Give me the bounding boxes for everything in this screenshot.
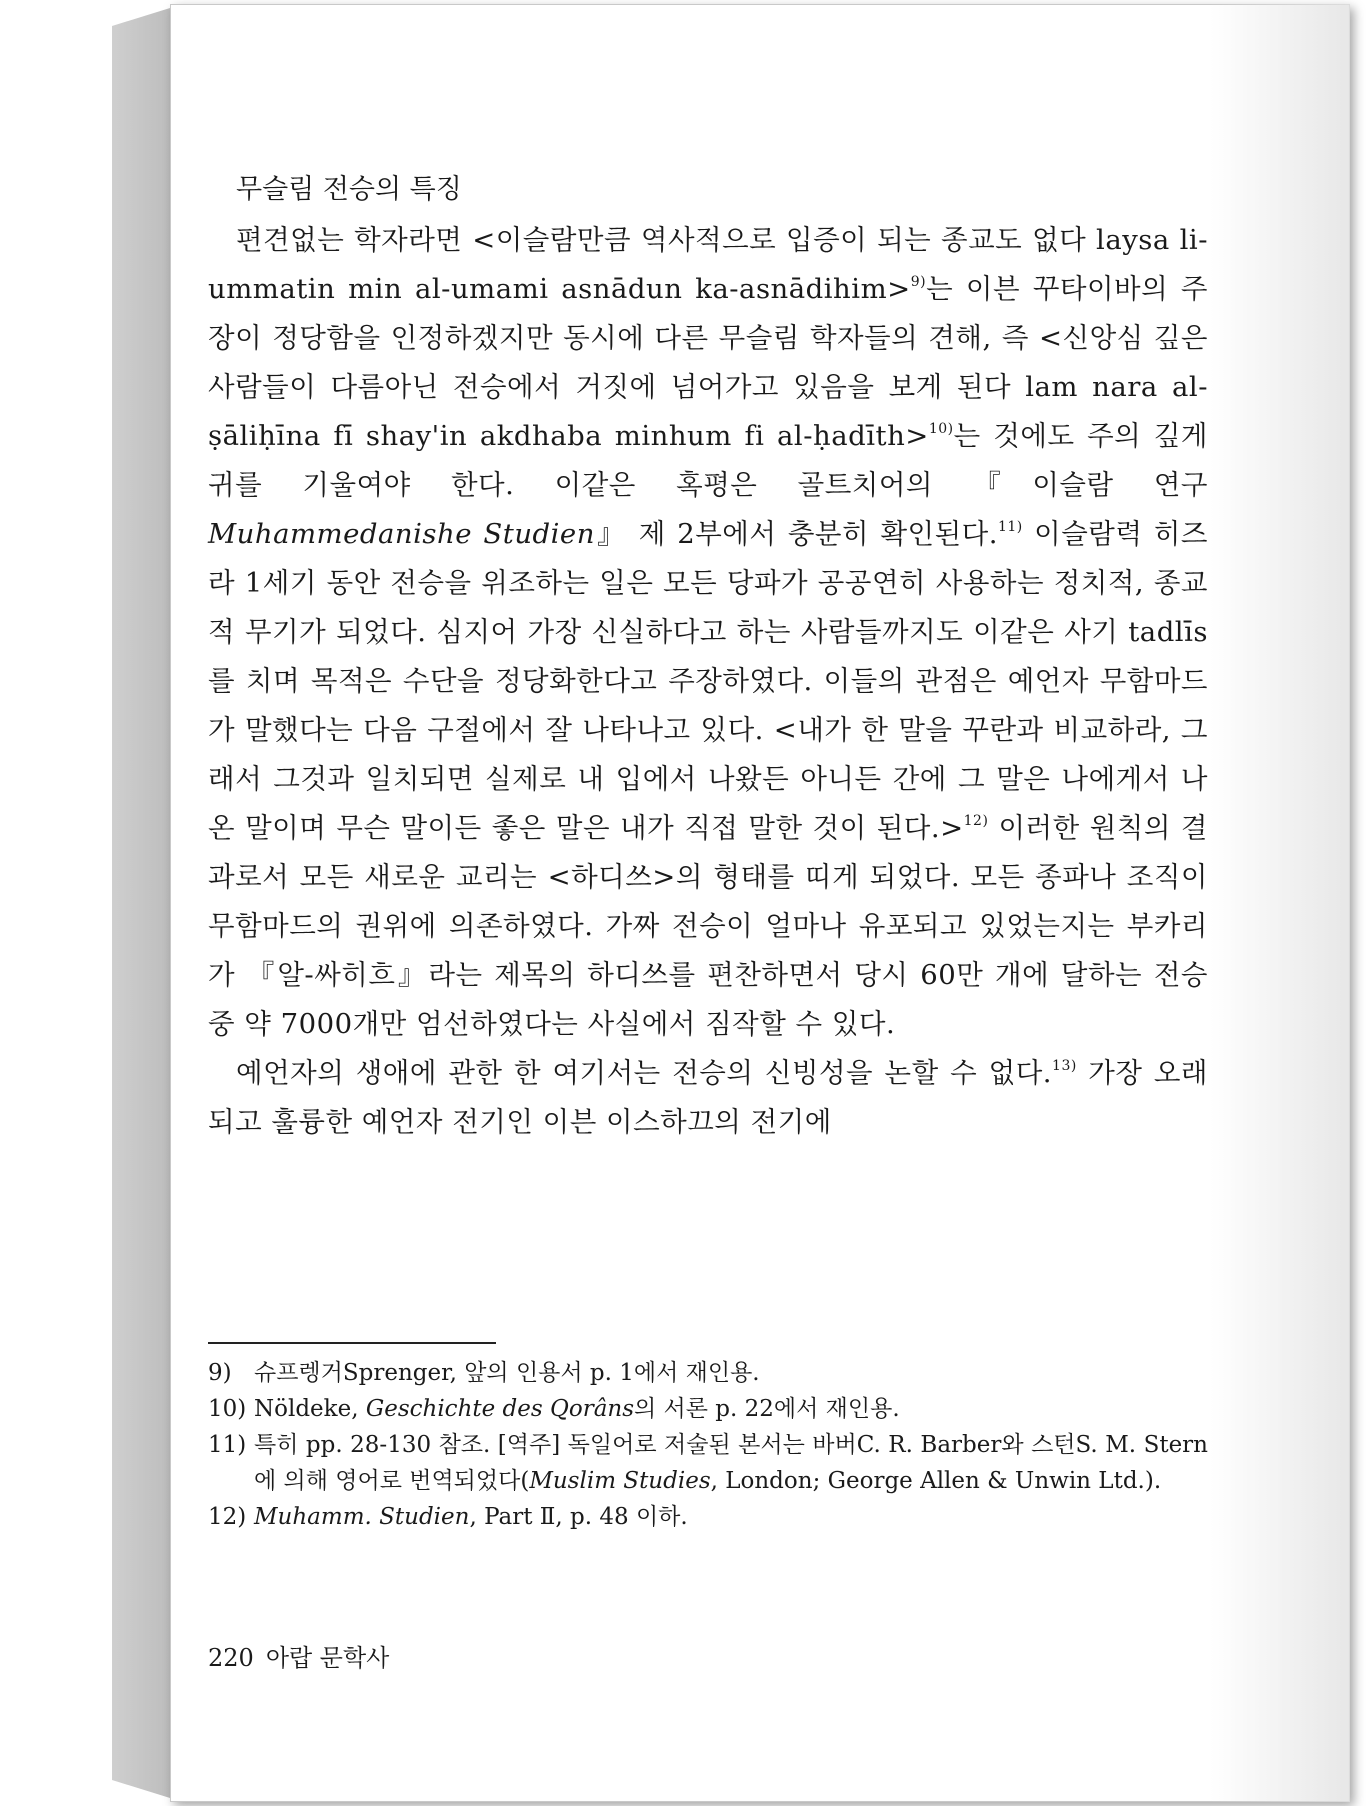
paragraph-2 [208, 1049, 1208, 1147]
text-run: 이러한 원칙의 결과로서 모든 새로운 교리는 <하디쓰>의 형태를 띠게 되었다. 모든 종파나 조직이 무함마드의 권위에 의존하였다. 가짜 전승이 얼마나 유포되고 있었는지는 부카리가 『알-싸히흐』라는 제목의 하디쓰를 편찬하면서 당시 60만 개에 달하는 전승 중 약 7000개만 엄선하였다는 사실에서 짐작할 수 있다. [208, 812, 1208, 1040]
section-heading: 무슬림 전승의 특징 [236, 174, 462, 205]
footnote-ref-13: 13) [1052, 1058, 1077, 1074]
footnote-text: Nöldeke, Geschichte des Qorâns의 서론 p. 22에서 재인용. [254, 1396, 900, 1422]
footnotes [208, 1355, 1208, 1535]
footnote-text: 특히 pp. 28-130 참조. [역주] 독일어로 저술된 본서는 바버C. R. Barber와 스턴S. M. Stern에 의해 영어로 번역되었다(Muslim Studies, London; George Allen & Unwin Ltd.). [254, 1432, 1208, 1494]
text-run: 예언자의 생애에 관한 한 여기서는 전승의 신빙성을 논할 수 없다. [236, 1057, 1053, 1089]
footnote-ref-11: 11) [997, 519, 1023, 535]
page-body [208, 170, 1208, 1147]
text-run: 』 제 2부에서 충분히 확인된다. [594, 518, 998, 550]
text-run: 편견없는 학자라면 <이슬람만큼 역사적으로 입증이 되는 종교도 없다 laysa li-ummatin min al-umami asnādun ka-asnādihim> [208, 224, 1208, 305]
footnote-separator [208, 1342, 496, 1344]
footnote-number: 9) [208, 1360, 232, 1386]
footnote-item [208, 1391, 1208, 1427]
text-run: 는 이븐 꾸타이바의 주장이 정당함을 인정하겠지만 동시에 다른 무슬림 학자들의 견해, 즉 <신앙심 깊은 사람들이 다름아닌 전승에서 거짓에 넘어가고 있음을 보게 된다 lam nara al-ṣāliḥīna fī shay'in akdhaba minhum fi al-ḥadīth> [208, 273, 1208, 452]
footnote-number: 11) [208, 1432, 247, 1458]
footnote-ref-9: 9) [910, 274, 927, 290]
book-spine [112, 8, 170, 1798]
footnote-number: 10) [208, 1396, 247, 1422]
footnote-item [208, 1499, 1208, 1535]
text-run: 이슬람력 히즈라 1세기 동안 전승을 위조하는 일은 모든 당파가 공공연히 사용하는 정치적, 종교적 무기가 되었다. 심지어 가장 신실하다고 하는 사람들까지도 이같은 사기 tadlīs를 치며 목적은 수단을 정당화한다고 주장하였다. 이들의 관점은 예언자 무함마드가 말했다는 다음 구절에서 잘 나타나고 있다. <내가 한 말을 꾸란과 비교하라, 그래서 그것과 일치되면 실제로 내 입에서 나왔든 아니든 간에 그 말은 나에게서 나온 말이며 무슨 말이든 좋은 말은 내가 직접 말한 것이 된다.> [208, 518, 1208, 844]
paragraph-1 [208, 216, 1208, 1049]
footnote-ref-12: 12) [963, 813, 989, 829]
page-number: 220 [208, 1644, 254, 1672]
italic-title: Muhammedanishe Studien [208, 518, 595, 550]
footnote-text: Muhamm. Studien, Part Ⅱ, p. 48 이하. [254, 1504, 688, 1530]
page-footer [208, 1640, 401, 1676]
running-title: 아랍 문학사 [265, 1644, 390, 1672]
footnote-text: 슈프렝거Sprenger, 앞의 인용서 p. 1에서 재인용. [254, 1360, 760, 1386]
footnote-ref-10: 10) [928, 421, 954, 437]
footnote-item [208, 1355, 1208, 1391]
text-run: 는 것에도 주의 깊게 귀를 기울여야 한다. 이같은 혹평은 골트치어의 『이슬람 연구 [208, 420, 1208, 501]
footnote-number: 12) [208, 1504, 247, 1530]
footnote-item [208, 1427, 1208, 1499]
text-run: 가장 오래되고 훌륭한 예언자 전기인 이븐 이스하끄의 전기에 [208, 1057, 1208, 1138]
